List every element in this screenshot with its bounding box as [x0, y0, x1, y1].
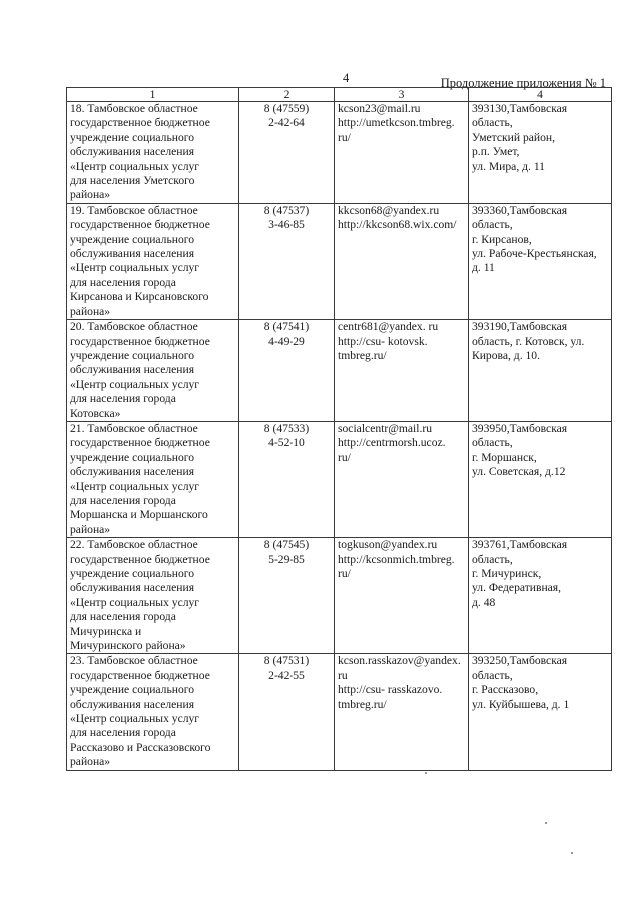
contact-line: ru	[338, 668, 348, 682]
contact-line: kkcson68@yandex.ru	[338, 203, 440, 217]
address-line: область,	[472, 668, 513, 682]
address-line: область,	[472, 552, 513, 566]
address-line: 393761,Тамбовская	[472, 538, 568, 552]
organization-line: 19. Тамбовское областное	[70, 203, 198, 217]
contact-line: ru/	[338, 450, 351, 464]
contact-line: togkuson@yandex.ru	[338, 538, 438, 552]
organization-line: района»	[70, 304, 111, 318]
contact-line: http://centrmorsh.ucoz.	[338, 436, 446, 450]
organization-cell	[67, 203, 239, 319]
organization-line: Кирсанова и Кирсановского	[70, 290, 209, 304]
organization-line: для населения города	[70, 392, 176, 406]
contact-line: http://kkcson68.wix.com/	[338, 218, 457, 232]
column-header: 4	[469, 88, 612, 102]
scan-speck	[571, 852, 573, 854]
address-line: 393250,Тамбовская	[472, 654, 568, 668]
contact-line: http://umetkcson.tmbreg.	[338, 116, 455, 130]
institutions-table	[66, 87, 612, 771]
phone-line: 8 (47541)	[263, 320, 310, 334]
contact-line: centr681@yandex. ru	[338, 320, 439, 334]
table-body	[67, 102, 612, 771]
address-line: 393950,Тамбовская	[472, 421, 568, 435]
organization-line: «Центр социальных услуг	[70, 712, 200, 726]
address-line: р.п. Умет,	[472, 145, 520, 159]
contact-cell	[335, 421, 469, 537]
address-line: д. 48	[472, 595, 496, 609]
contact-cell	[335, 203, 469, 319]
phone-line: 3-46-85	[268, 218, 305, 232]
phone-line: 4-52-10	[268, 436, 305, 450]
organization-line: обслуживания населения	[70, 247, 195, 261]
appendix-continuation-label: Продолжение приложения № 1	[440, 76, 606, 90]
organization-line: Мичуринского района»	[70, 639, 186, 653]
address-line: область,	[472, 436, 513, 450]
organization-cell	[67, 320, 239, 422]
organization-line: 21. Тамбовское областное	[70, 421, 198, 435]
organization-line: «Центр социальных услуг	[70, 595, 200, 609]
address-line: ул. Куйбышева, д. 1	[472, 697, 570, 711]
table-header-row	[67, 88, 612, 102]
table-row	[67, 320, 612, 422]
address-line: г. Мичуринск,	[472, 567, 542, 580]
phone-line: 8 (47559)	[263, 102, 310, 115]
table-row	[67, 203, 612, 319]
phone-line: 4-49-29	[268, 334, 305, 348]
table-row	[67, 102, 612, 204]
column-header: 3	[335, 88, 469, 102]
contact-line: kcson.rasskazov@yandex.	[338, 654, 461, 668]
organization-line: государственное бюджетное	[70, 436, 210, 450]
contact-line: tmbreg.ru/	[338, 348, 387, 362]
address-line: 393360,Тамбовская	[472, 203, 568, 217]
address-line: ул. Советская, д.12	[472, 465, 566, 479]
organization-line: 22. Тамбовское областное	[70, 538, 198, 552]
organization-line: обслуживания населения	[70, 581, 195, 595]
organization-cell	[67, 654, 239, 770]
phone-line: 8 (47545)	[263, 538, 310, 552]
organization-line: государственное бюджетное	[70, 334, 210, 348]
table-row	[67, 654, 612, 770]
organization-line: для населения города	[70, 493, 176, 507]
address-line: д. 11	[472, 261, 495, 275]
organization-line: 18. Тамбовское областное	[70, 102, 198, 115]
organization-line: учреждение социального	[70, 683, 195, 697]
address-line: г. Моршанск,	[472, 450, 537, 464]
address-cell	[469, 538, 612, 654]
address-line: Кирова, д. 10.	[472, 348, 540, 362]
contact-line: http://kcsonmich.tmbreg.	[338, 552, 455, 566]
organization-line: для населения Уметского	[70, 174, 195, 188]
organization-cell	[67, 538, 239, 654]
organization-line: района»	[70, 188, 111, 202]
organization-line: района»	[70, 522, 111, 536]
contact-cell	[335, 654, 469, 770]
address-line: 393130,Тамбовская	[472, 102, 568, 115]
phone-cell	[239, 538, 335, 654]
address-cell	[469, 421, 612, 537]
organization-line: учреждение социального	[70, 348, 195, 362]
phone-line: 5-29-85	[268, 552, 305, 566]
phone-cell	[239, 654, 335, 770]
address-line: 393190,Тамбовская	[472, 320, 568, 334]
contact-cell	[335, 538, 469, 654]
organization-line: государственное бюджетное	[70, 552, 210, 566]
column-header: 2	[239, 88, 335, 102]
address-cell	[469, 102, 612, 204]
organization-line: для населения города	[70, 726, 176, 740]
organization-line: «Центр социальных услуг	[70, 159, 200, 173]
organization-line: государственное бюджетное	[70, 218, 210, 232]
address-line: ул. Федеративная,	[472, 581, 562, 595]
organization-line: Котовска»	[70, 406, 121, 420]
table-row	[67, 421, 612, 537]
organization-line: Моршанска и Моршанского	[70, 508, 208, 522]
organization-line: 23. Тамбовское областное	[70, 654, 198, 668]
address-line: ул. Мира, д. 11	[472, 159, 545, 173]
organization-line: государственное бюджетное	[70, 668, 210, 682]
address-line: область,	[472, 116, 513, 130]
address-cell	[469, 203, 612, 319]
contact-line: socialcentr@mail.ru	[338, 421, 433, 435]
organization-line: государственное бюджетное	[70, 116, 210, 130]
column-header: 1	[67, 88, 239, 102]
contact-cell	[335, 320, 469, 422]
organization-line: обслуживания населения	[70, 363, 195, 377]
address-line: ул. Рабоче-Крестьянская,	[472, 247, 597, 261]
contact-line: http://csu- kotovsk.	[338, 334, 428, 348]
organization-line: для населения города	[70, 610, 176, 624]
organization-line: района»	[70, 755, 111, 769]
address-line: г. Рассказово,	[472, 683, 539, 697]
address-line: область, г. Котовск, ул.	[472, 334, 585, 348]
organization-line: учреждение социального	[70, 130, 195, 144]
organization-line: 20. Тамбовское областное	[70, 320, 198, 334]
organization-line: для населения города	[70, 275, 176, 289]
phone-cell	[239, 421, 335, 537]
phone-cell	[239, 320, 335, 422]
organization-line: «Центр социальных услуг	[70, 377, 200, 391]
organization-line: обслуживания населения	[70, 465, 195, 479]
address-line: область,	[472, 218, 513, 232]
phone-line: 8 (47531)	[263, 654, 310, 668]
organization-line: учреждение социального	[70, 450, 195, 464]
contact-line: ru/	[338, 567, 351, 580]
address-line: г. Кирсанов,	[472, 232, 532, 246]
address-line: Уметский район,	[472, 130, 556, 144]
organization-line: учреждение социального	[70, 567, 195, 580]
page-number: 4	[343, 71, 350, 85]
scan-speck	[545, 822, 547, 824]
organization-line: Рассказово и Рассказовского	[70, 740, 211, 754]
phone-cell	[239, 102, 335, 204]
scan-speck	[425, 772, 427, 774]
organization-line: Мичуринска и	[70, 624, 142, 638]
address-cell	[469, 654, 612, 770]
phone-line: 2-42-64	[268, 116, 305, 130]
contact-line: ru/	[338, 130, 351, 144]
address-cell	[469, 320, 612, 422]
contact-line: tmbreg.ru/	[338, 697, 387, 711]
phone-line: 8 (47533)	[263, 421, 310, 435]
contact-cell	[335, 102, 469, 204]
phone-line: 8 (47537)	[263, 203, 310, 217]
contact-line: http://csu- rasskazovo.	[338, 683, 443, 697]
organization-cell	[67, 102, 239, 204]
organization-line: обслуживания населения	[70, 697, 195, 711]
organization-cell	[67, 421, 239, 537]
contact-line: kcson23@mail.ru	[338, 102, 421, 115]
organization-line: учреждение социального	[70, 232, 195, 246]
organization-line: «Центр социальных услуг	[70, 479, 200, 493]
phone-cell	[239, 203, 335, 319]
phone-line: 2-42-55	[268, 668, 305, 682]
organization-line: обслуживания населения	[70, 145, 195, 159]
table-row	[67, 538, 612, 654]
organization-line: «Центр социальных услуг	[70, 261, 200, 275]
